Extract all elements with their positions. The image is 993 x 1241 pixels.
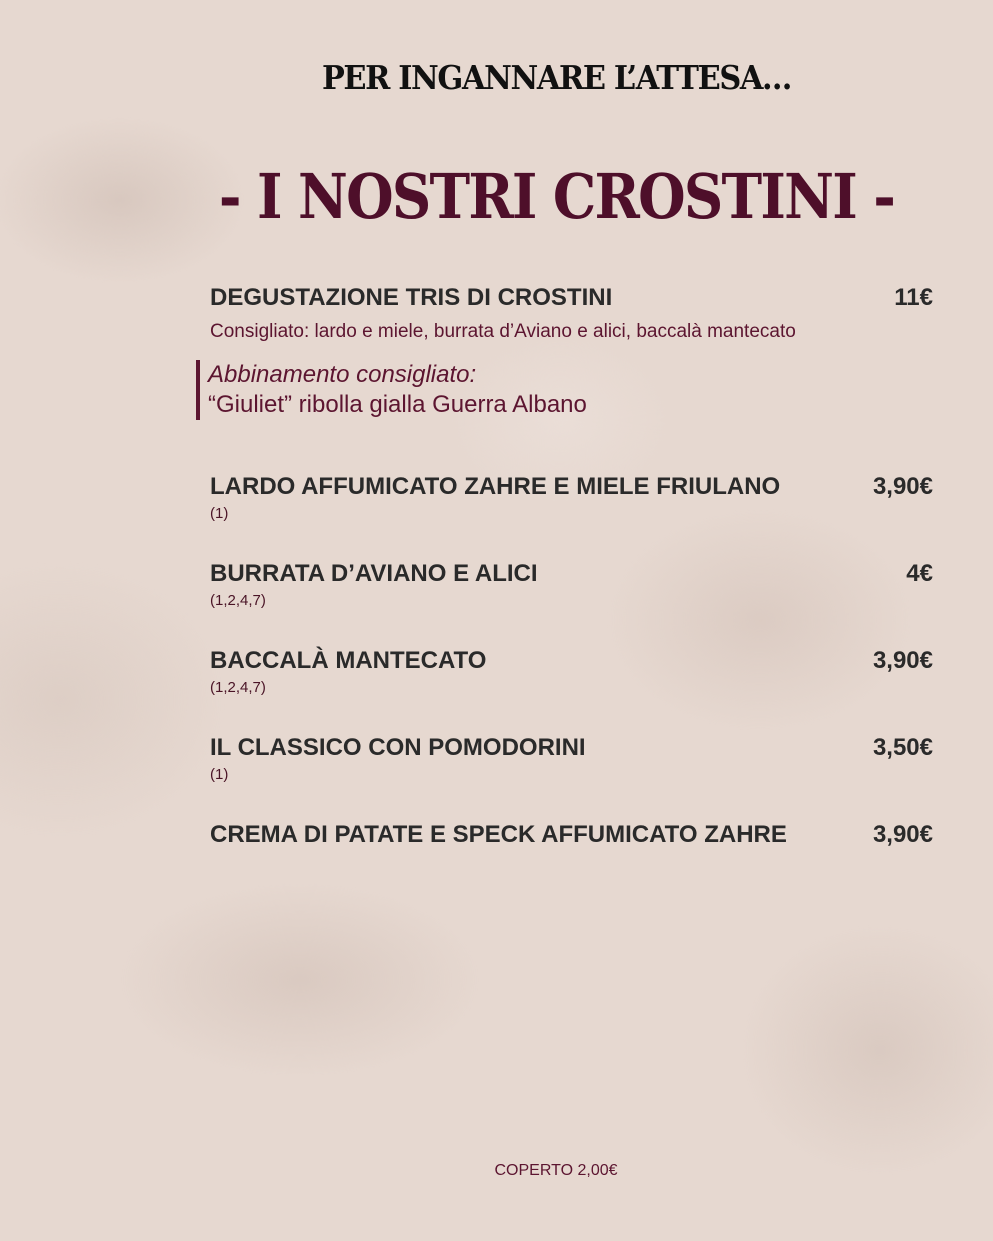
item-allergens: (1) [210, 766, 229, 783]
item-name: BACCALÀ MANTECATO [210, 647, 487, 674]
item-price: 4€ [906, 560, 933, 587]
item-name: BURRATA D’AVIANO E ALICI [210, 560, 538, 587]
menu-item [210, 473, 933, 522]
item-description: Consigliato: lardo e miele, burrata d’Aviano e alici, baccalà mantecato [210, 321, 796, 342]
menu-item [210, 734, 933, 783]
item-name: IL CLASSICO CON POMODORINI [210, 734, 586, 761]
item-price: 3,90€ [872, 821, 933, 848]
menu-title: - I NOSTRI CROSTINI - [218, 160, 895, 233]
menu-item [210, 560, 933, 609]
item-allergens: (1,2,4,7) [210, 592, 266, 609]
menu-subtitle: PER INGANNARE L’ATTESA… [321, 58, 792, 97]
item-allergens: (1) [210, 505, 229, 522]
item-price: 3,50€ [872, 734, 933, 761]
cover-charge: COPERTO 2,00€ [494, 1162, 618, 1179]
item-price: 3,90€ [872, 647, 933, 674]
menu-item [210, 821, 933, 849]
item-name: DEGUSTAZIONE TRIS DI CROSTINI [210, 284, 613, 311]
menu-item [210, 647, 933, 696]
pairing-wine: “Giuliet” ribolla gialla Guerra Albano [208, 391, 587, 418]
pairing-label: Abbinamento consigliato: [208, 361, 477, 388]
item-price: 3,90€ [872, 473, 933, 500]
item-price: 11€ [894, 284, 933, 311]
item-name: CREMA DI PATATE E SPECK AFFUMICATO ZAHRE [210, 821, 787, 848]
item-name: LARDO AFFUMICATO ZAHRE E MIELE FRIULANO [210, 473, 781, 500]
menu-item-featured [210, 284, 933, 343]
wine-pairing [196, 360, 587, 420]
item-allergens: (1,2,4,7) [210, 679, 266, 696]
